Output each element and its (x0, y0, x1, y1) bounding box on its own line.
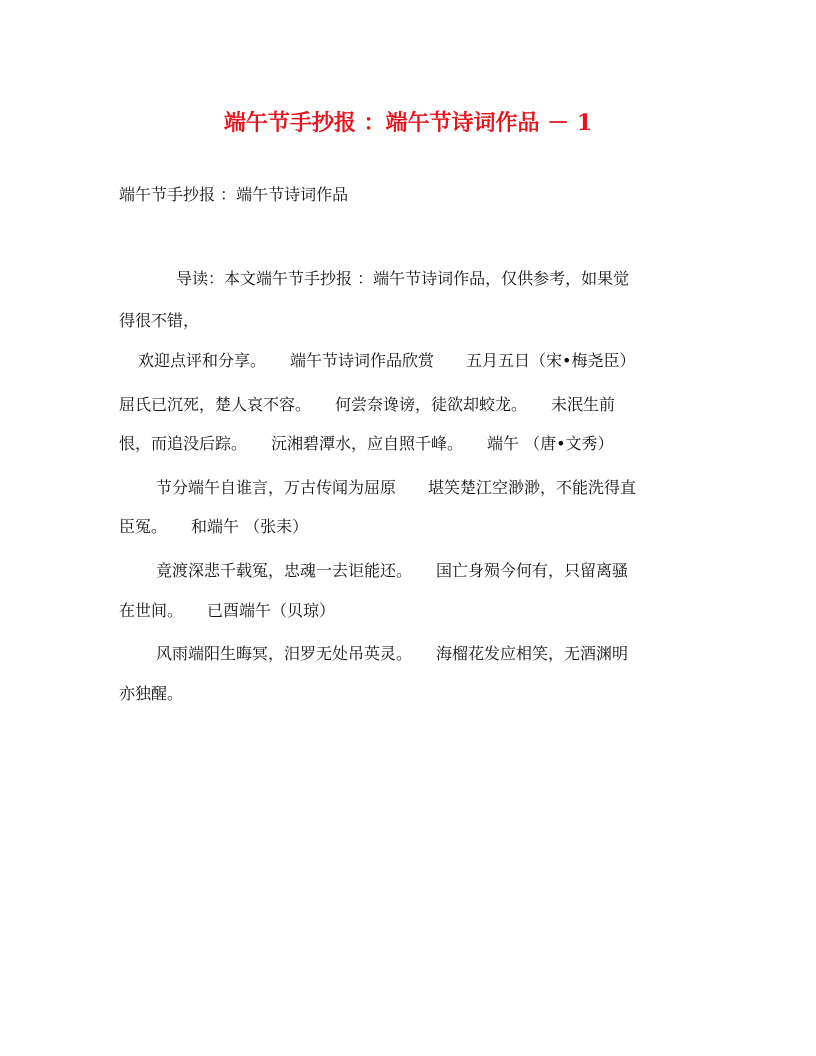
body-line: 在世间。 已酉端午（贝琼） (119, 601, 336, 620)
body-line: 风雨端阳生晦冥，汨罗无处吊英灵。 海榴花发应相笑，无酒渊明 (156, 644, 629, 663)
body-line: 欢迎点评和分享。 端午节诗词作品欣赏 五月五日（宋•梅尧臣） (138, 351, 636, 370)
body-line: 导读：本文端午节手抄报 ：端午节诗词作品，仅供参考，如果觉 (176, 269, 630, 288)
body-line: 竟渡深悲千载冤，忠魂一去讵能还。 国亡身殒今何有，只留离骚 (156, 561, 629, 580)
body-line: 屈氏已沉死，楚人哀不容。 何尝奈谗谤，徒欲却蛟龙。 未泯生前 (119, 395, 616, 414)
body-line: 亦独醒。 (119, 684, 184, 703)
body-line: 恨，而追没后踪。 沅湘碧潭水，应自照千峰。 端午 （唐•文秀） (119, 434, 614, 453)
document-subtitle: 端午节手抄报 ：端午节诗词作品 (119, 185, 349, 204)
body-line: 臣冤。 和端午 （张耒） (119, 517, 309, 536)
body-line: 节分端午自谁言，万古传闻为屈原 堪笑楚江空渺渺，不能洗得直 (156, 478, 637, 497)
document-title: 端午节手抄报 ：端午节诗词作品 － 1 (223, 110, 593, 136)
body-line: 得很不错， (119, 311, 200, 330)
